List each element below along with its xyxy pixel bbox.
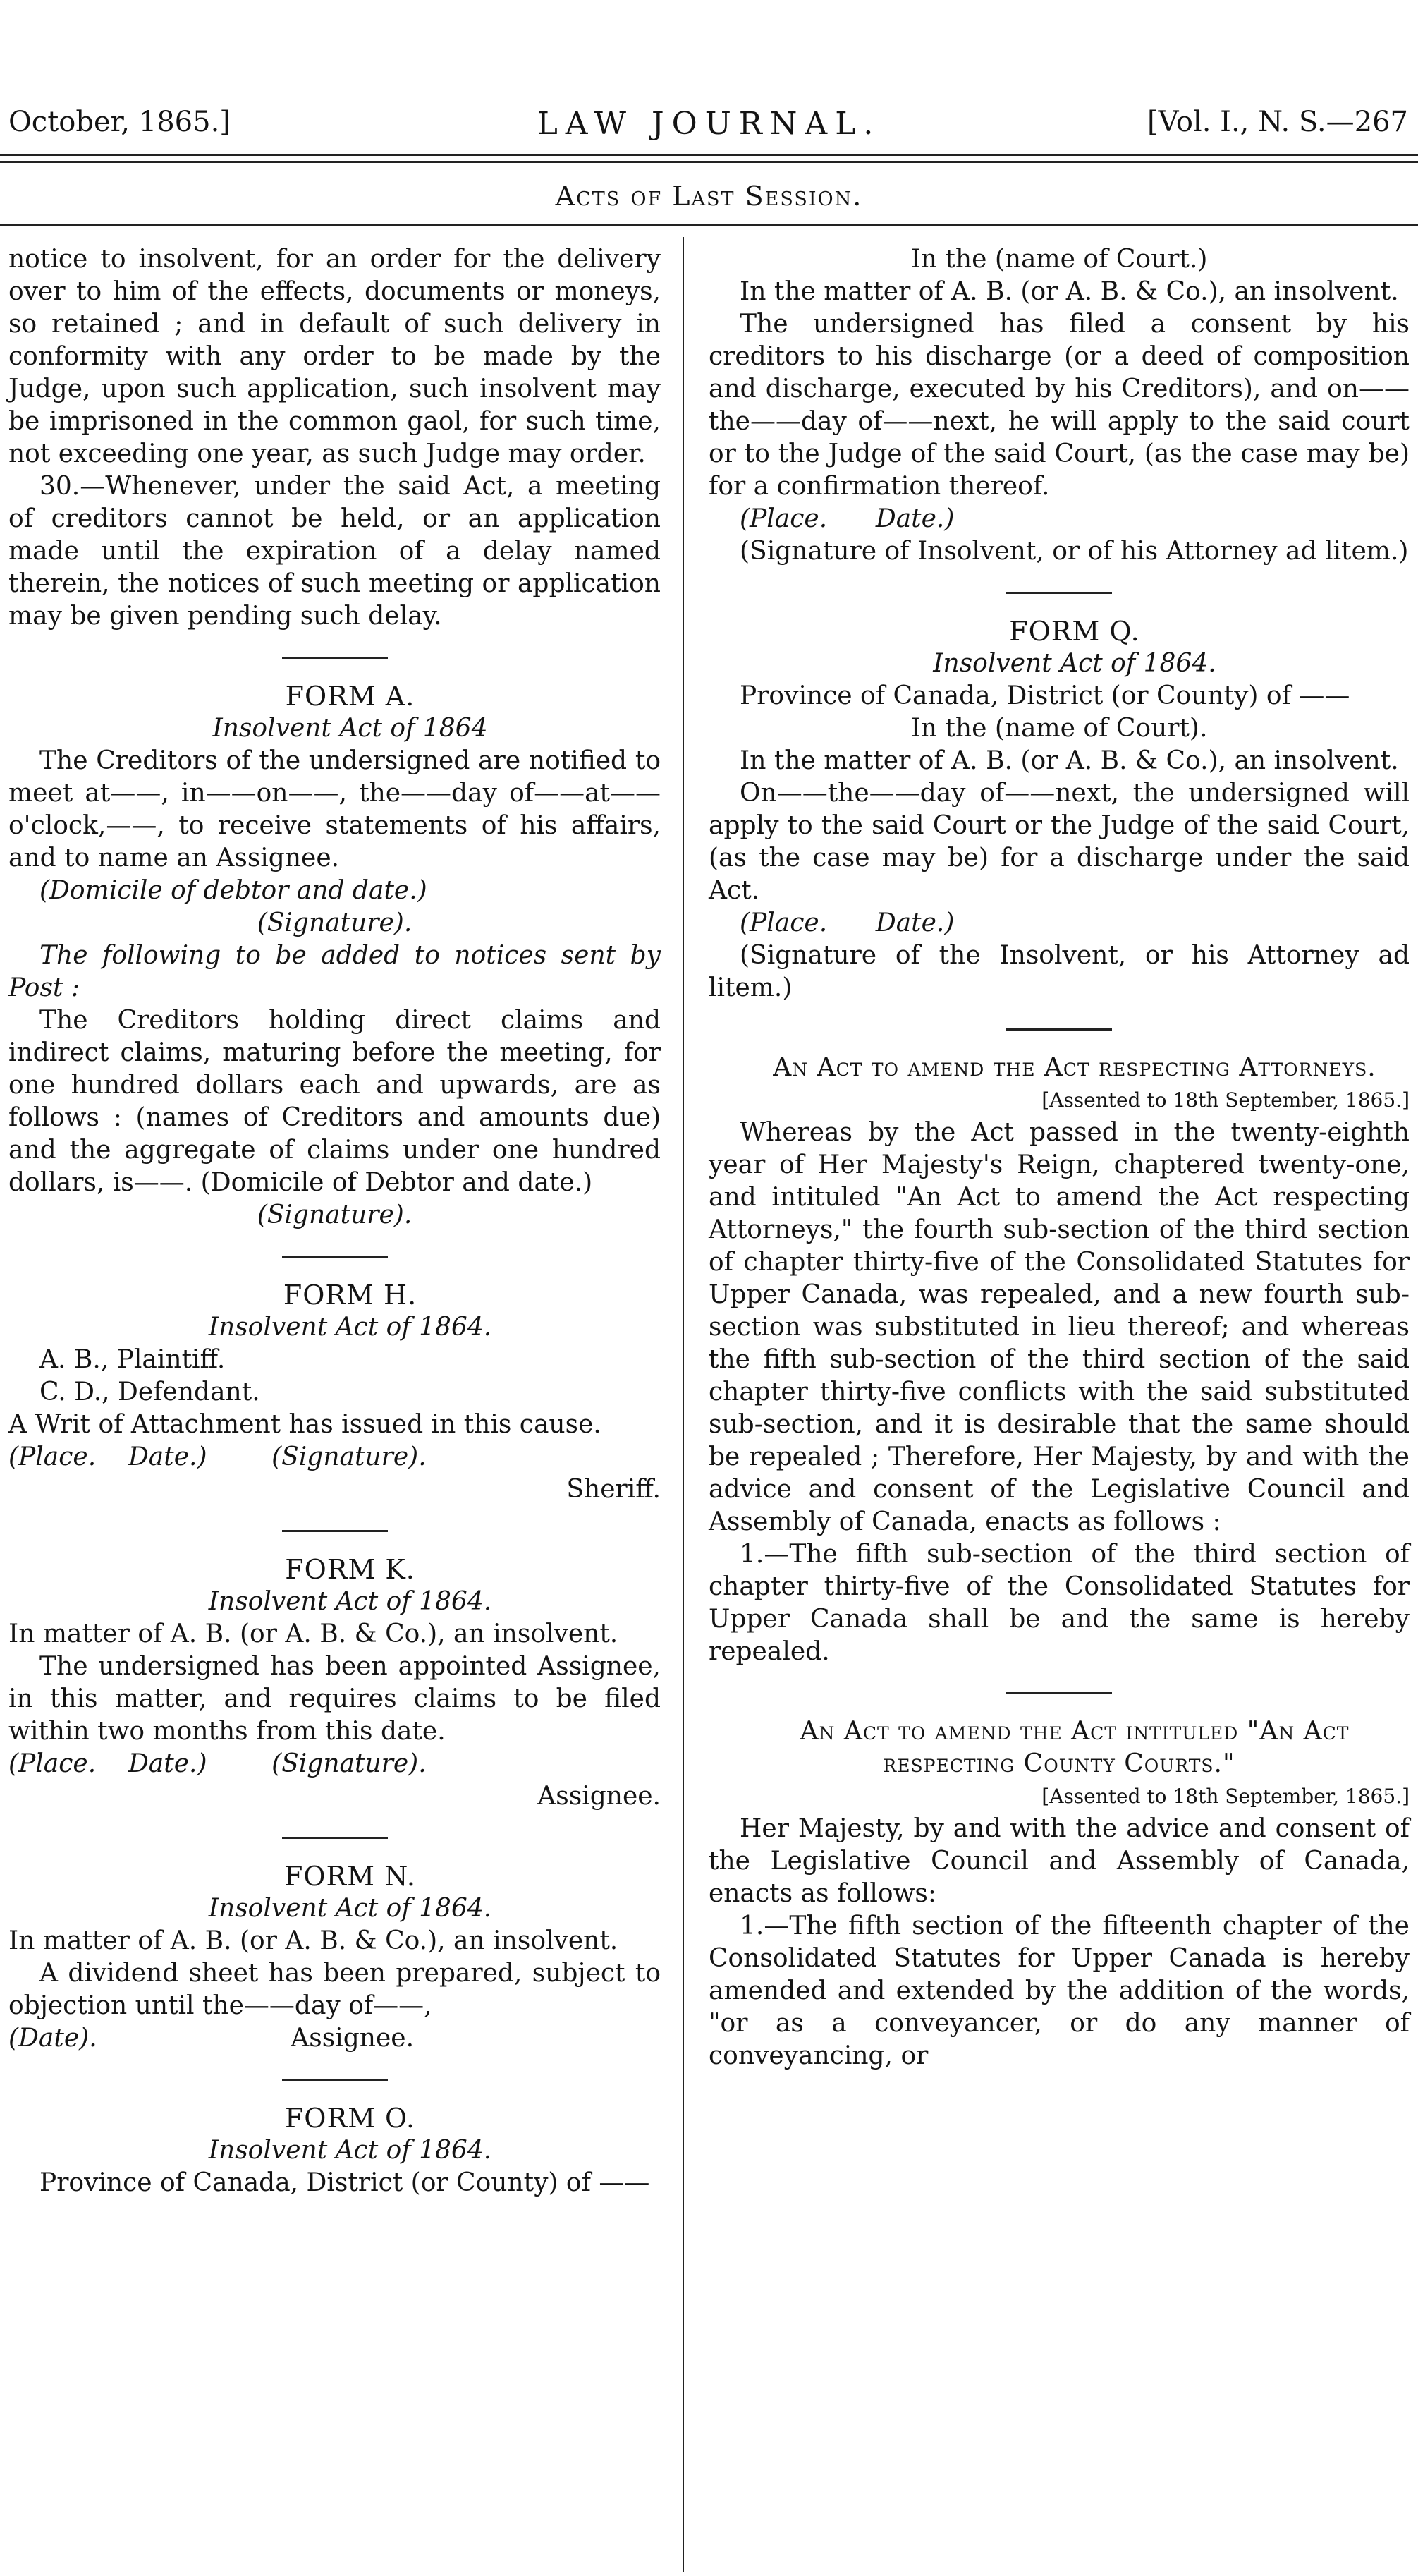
form-q-subtitle: Insolvent Act of 1864. xyxy=(933,649,1216,678)
left-column xyxy=(8,243,661,2199)
separator-rule xyxy=(282,1837,388,1839)
form-a-note: The following to be added to notices sent by Post : xyxy=(8,941,661,1002)
form-a-domicile: (Domicile of debtor and date.) xyxy=(39,876,427,905)
form-h-place-line xyxy=(8,1441,661,1474)
form-q-place-line xyxy=(709,907,1410,940)
form-a-signature: (Signature). xyxy=(257,909,412,937)
form-k-matter: In matter of A. B. (or A. B. & Co.), an insolvent. xyxy=(8,1620,618,1648)
form-o-court: In the (name of Court.) xyxy=(910,245,1208,274)
act-attorneys-title: An Act to amend the Act respecting Attorneys. xyxy=(773,1053,1376,1082)
form-q-body: On——the——day of——next, the undersigned will apply to the said Court or the Judge of the said Court, (as the case may be) for a discharge under the said Act. xyxy=(709,779,1410,905)
separator-rule xyxy=(282,657,388,659)
separator-rule xyxy=(282,1530,388,1532)
volume-page: [Vol. I., N. S.—267 xyxy=(1147,106,1408,138)
form-q-court: In the (name of Court). xyxy=(910,714,1208,743)
form-q-title: FORM Q. xyxy=(1009,616,1140,647)
form-k-subtitle: Insolvent Act of 1864. xyxy=(208,1587,492,1616)
running-head xyxy=(0,106,1418,148)
form-o-place: (Place. xyxy=(740,504,828,533)
form-o-date: Date.) xyxy=(875,504,955,533)
form-q-date: Date.) xyxy=(875,909,955,937)
column-divider xyxy=(683,237,684,2572)
form-h-defendant: C. D., Defendant. xyxy=(39,1378,260,1407)
form-n-date-line xyxy=(8,2022,661,2055)
header-rule-bottom xyxy=(0,161,1418,163)
act-county-courts-title: An Act to amend the Act intituled "An Act respecting County Courts." xyxy=(800,1717,1350,1778)
right-column xyxy=(709,243,1410,2072)
form-q-place: (Place. xyxy=(740,909,828,937)
form-n-title: FORM N. xyxy=(283,1861,417,1892)
form-k-place-line xyxy=(8,1748,661,1780)
section-heading: Acts of Last Session. xyxy=(555,181,863,212)
section-rule xyxy=(0,224,1418,226)
form-k-officer: Assignee. xyxy=(537,1782,661,1811)
form-o-subtitle: Insolvent Act of 1864. xyxy=(208,2136,492,2165)
form-h-body: A Writ of Attachment has issued in this cause. xyxy=(8,1410,601,1439)
section-30: 30.—Whenever, under the said Act, a meeting of creditors cannot be held, or an application made until the expiration of a delay named therein, the notices of such meeting or application may be given pending such delay. xyxy=(8,472,661,631)
separator-rule xyxy=(282,1256,388,1258)
form-a-post-signature: (Signature). xyxy=(257,1201,412,1229)
header-rule-top xyxy=(0,154,1418,156)
issue-date: October, 1865.] xyxy=(8,106,231,138)
form-h-plaintiff: A. B., Plaintiff. xyxy=(39,1345,226,1374)
separator-rule xyxy=(1006,1028,1112,1031)
act-county-courts-preamble: Her Majesty, by and with the advice and consent of the Legislative Council and Assembly of Canada, enacts as follows: xyxy=(709,1814,1410,1908)
form-a-subtitle: Insolvent Act of 1864 xyxy=(212,714,488,743)
form-a-post-body: The Creditors holding direct claims and indirect claims, maturing before the meeting, for one hundred dollars each and upwards, are as follows : (names of Creditors and amounts due) and the aggregate of claims under one hundred dollars, is——. (Domicile of Debtor and date.) xyxy=(8,1006,661,1197)
form-o-province: Province of Canada, District (or County) of —— xyxy=(39,2168,650,2197)
form-k-title: FORM K. xyxy=(285,1554,415,1585)
act-attorneys-preamble: Whereas by the Act passed in the twenty-eighth year of Her Majesty's Reign, chaptered twenty-one, and intituled "An Act to amend the Act respecting Attorneys," the fourth sub-section of the third section of chapter thirty-five of the Consolidated Statutes for Upper Canada, was repealed, and a new fourth sub-section was substituted in lieu thereof; and whereas the fifth sub-section of the third section of the said chapter thirty-five conflicts with the said substituted sub-section, and it is desirable that the same should be repealed ; Therefore, Her Majesty, by and with the advice and consent of the Legislative Council and Assembly of Canada, enacts as follows : xyxy=(709,1118,1410,1536)
opening-paragraph: notice to insolvent, for an order for the delivery over to him of the effects, documents or moneys, so retained ; and in default of such delivery in conformity with any order to be made by the Judge, upon such application, such insolvent may be imprisoned in the common gaol, for such time, not exceeding one year, as such Judge may order. xyxy=(8,245,661,468)
form-q-matter: In the matter of A. B. (or A. B. & Co.), an insolvent. xyxy=(740,746,1399,775)
form-n-officer: Assignee. xyxy=(291,2024,415,2053)
form-h-date: Date.) xyxy=(128,1442,207,1471)
act-attorneys-section-1: 1.—The fifth sub-section of the third section of chapter thirty-five of the Consolidated Statutes for Upper Canada shall be and the same is hereby repealed. xyxy=(709,1540,1410,1666)
form-h-signature: (Signature). xyxy=(271,1442,427,1471)
form-k-date: Date.) xyxy=(128,1749,207,1778)
form-h-officer: Sheriff. xyxy=(566,1475,661,1504)
form-o-title: FORM O. xyxy=(284,2103,416,2134)
form-k-place: (Place. xyxy=(8,1749,97,1778)
form-q-province: Province of Canada, District (or County) of —— xyxy=(740,681,1350,710)
form-a-body: The Creditors of the undersigned are notified to meet at——, in——on——, the——day of——at——o'clock,——, to receive statements of his affairs, and to name an Assignee. xyxy=(8,746,661,873)
form-o-signature: (Signature of Insolvent, or of his Attorney ad litem.) xyxy=(740,537,1409,566)
form-o-body: The undersigned has filed a consent by his creditors to his discharge (or a deed of composition and discharge, executed by his Creditors), and on——the——day of——next, he will apply to the said court or to the Judge of the said Court, (as the case may be) for a confirmation thereof. xyxy=(709,310,1410,501)
act-county-courts-section-1: 1.—The fifth section of the fifteenth chapter of the Consolidated Statutes for Upper Canada is hereby amended and extended by the addition of the words, "or as a conveyancer, or do any manner of conveyancing, or xyxy=(709,1912,1410,2070)
form-q-signature: (Signature of the Insolvent, or his Attorney ad litem.) xyxy=(709,941,1410,1002)
journal-title: LAW JOURNAL. xyxy=(537,106,881,142)
separator-rule xyxy=(282,2079,388,2081)
form-n-subtitle: Insolvent Act of 1864. xyxy=(208,1894,492,1923)
separator-rule xyxy=(1006,592,1112,594)
form-h-subtitle: Insolvent Act of 1864. xyxy=(208,1313,492,1342)
form-n-body: A dividend sheet has been prepared, subject to objection until the——day of——, xyxy=(8,1959,661,2020)
form-o-matter: In the matter of A. B. (or A. B. & Co.), an insolvent. xyxy=(740,277,1399,306)
act-attorneys-assented: [Assented to 18th September, 1865.] xyxy=(1041,1088,1410,1112)
form-k-body: The undersigned has been appointed Assignee, in this matter, and requires claims to be filed within two months from this date. xyxy=(8,1652,661,1746)
form-a-title: FORM A. xyxy=(285,681,415,712)
act-county-courts-assented: [Assented to 18th September, 1865.] xyxy=(1041,1785,1410,1808)
form-h-place: (Place. xyxy=(8,1442,97,1471)
form-n-matter: In matter of A. B. (or A. B. & Co.), an insolvent. xyxy=(8,1926,618,1955)
form-n-date: (Date). xyxy=(8,2024,97,2053)
form-h-title: FORM H. xyxy=(283,1280,417,1311)
form-k-signature: (Signature). xyxy=(271,1749,427,1778)
separator-rule xyxy=(1006,1692,1112,1694)
form-o-place-line xyxy=(709,503,1410,535)
